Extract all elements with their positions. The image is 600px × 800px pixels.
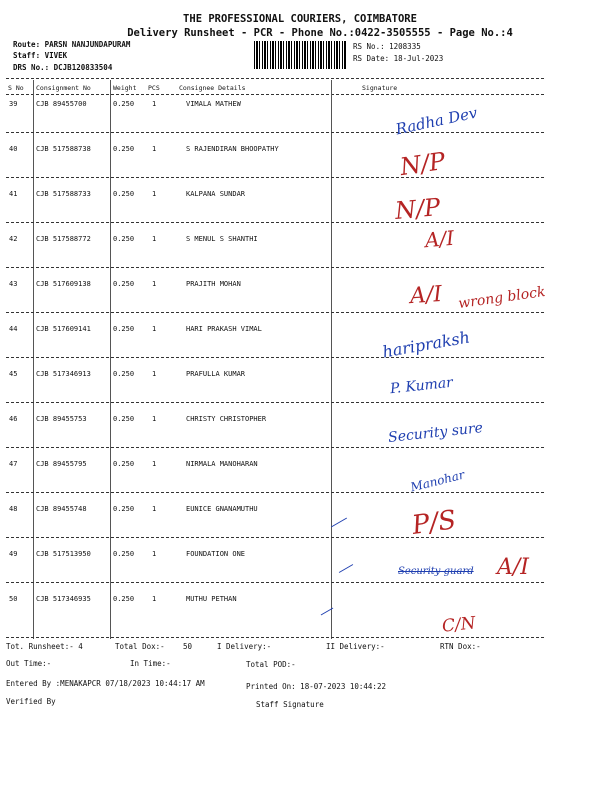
row-consignment: CJB 89455700 xyxy=(36,100,87,108)
row-weight: 0.250 xyxy=(113,235,135,243)
header-rule xyxy=(6,94,544,95)
col-divider xyxy=(33,80,34,639)
row-consignment: CJB 517609141 xyxy=(36,325,91,333)
row-sno: 39 xyxy=(9,100,18,108)
table-bottom-rule xyxy=(6,637,544,638)
row-consignment: CJB 517346935 xyxy=(36,595,91,603)
row-sno: 49 xyxy=(9,550,18,558)
signature-47: Manohar xyxy=(409,467,466,495)
cn-mark: C/N xyxy=(441,613,477,637)
np-mark-41: N/P xyxy=(393,193,442,225)
signature-44: haripraksh xyxy=(381,327,472,362)
out-time: Out Time:- xyxy=(6,659,52,668)
row-sno: 40 xyxy=(9,145,18,153)
row-sno: 48 xyxy=(9,505,18,513)
signature-46: Security sure xyxy=(387,420,484,446)
col-pcs: PCS xyxy=(148,84,160,92)
row-weight: 0.250 xyxy=(113,280,135,288)
row-sno: 47 xyxy=(9,460,18,468)
row-consignment: CJB 517513950 xyxy=(36,550,91,558)
row-consignment: CJB 89455753 xyxy=(36,415,87,423)
row-sno: 46 xyxy=(9,415,18,423)
route-label: Route: PARSN NANJUNDAPURAM xyxy=(13,40,131,49)
table-top-rule xyxy=(6,78,544,79)
row-consignment: CJB 89455748 xyxy=(36,505,87,513)
row-sno: 50 xyxy=(9,595,18,603)
col-consignment: Consignment No xyxy=(36,84,91,92)
row-consignment: CJB 517609138 xyxy=(36,280,91,288)
row-weight: 0.250 xyxy=(113,325,135,333)
row-weight: 0.250 xyxy=(113,145,135,153)
signature-39: Radha Dev xyxy=(394,103,479,139)
col-divider xyxy=(331,80,332,639)
rs-date: RS Date: 18-Jul-2023 xyxy=(353,54,444,63)
in-time: In Time:- xyxy=(130,659,171,668)
row-sno: 41 xyxy=(9,190,18,198)
row-weight: 0.250 xyxy=(113,505,135,513)
rtn-dox: RTN Dox:- xyxy=(440,642,481,651)
i-delivery: I Delivery:- xyxy=(217,642,272,651)
rs-number: RS No.: 1208335 xyxy=(353,42,421,51)
wrong-block-note: wrong block xyxy=(457,283,547,313)
document-subtitle: Delivery Runsheet - PCR - Phone No.:0422-3505555 - Page No.:4 xyxy=(127,27,513,39)
total-pod: Total POD:- xyxy=(246,660,296,669)
ai-mark-49: A/I xyxy=(497,555,529,580)
row-sno: 45 xyxy=(9,370,18,378)
col-consignee: Consignee Details xyxy=(179,84,246,92)
row-pcs: 1 xyxy=(152,370,157,378)
row-consignee: FOUNDATION ONE xyxy=(186,550,246,558)
row-pcs: 1 xyxy=(152,460,157,468)
verified-by: Verified By xyxy=(6,697,56,706)
row-rule xyxy=(6,447,544,448)
row-pcs: 1 xyxy=(152,595,157,603)
row-weight: 0.250 xyxy=(113,460,135,468)
row-pcs: 1 xyxy=(152,235,157,243)
tot-runsheet: Tot. Runsheet:- 4 xyxy=(6,642,83,651)
printed-on: Printed On: 18-07-2023 10:44:22 xyxy=(246,682,386,691)
ps-mark-48: P/S xyxy=(410,505,458,541)
row-pcs: 1 xyxy=(152,280,157,288)
row-consignment: CJB 517588738 xyxy=(36,145,91,153)
document-title: THE PROFESSIONAL COURIERS, COIMBATORE xyxy=(183,13,417,25)
row-rule xyxy=(6,267,544,268)
row-rule xyxy=(6,177,544,178)
row-weight: 0.250 xyxy=(113,100,135,108)
row-consignment: CJB 517588772 xyxy=(36,235,91,243)
row-sno: 43 xyxy=(9,280,18,288)
row-pcs: 1 xyxy=(152,325,157,333)
entered-by: Entered By :MENAKAPCR 07/18/2023 10:44:17 AM xyxy=(6,679,205,688)
row-pcs: 1 xyxy=(152,145,157,153)
staff-signature: Staff Signature xyxy=(256,700,324,709)
row-pcs: 1 xyxy=(152,190,157,198)
ai-mark-42: A/I xyxy=(424,225,456,253)
row-consignee: EUNICE GNANAMUTHU xyxy=(186,505,258,513)
row-consignee: CHRISTY CHRISTOPHER xyxy=(186,415,267,423)
row-consignee: KALPANA SUNDAR xyxy=(186,190,246,198)
row-weight: 0.250 xyxy=(113,370,135,378)
total-dox-label: Total Dox:- xyxy=(115,642,165,651)
col-weight: Weight xyxy=(113,84,137,92)
row-weight: 0.250 xyxy=(113,415,135,423)
row-consignee: S MENUL S SHANTHI xyxy=(186,235,258,243)
row-weight: 0.250 xyxy=(113,595,135,603)
row-sno: 44 xyxy=(9,325,18,333)
row-weight: 0.250 xyxy=(113,550,135,558)
col-sno: S No xyxy=(8,84,24,92)
np-mark-40: N/P xyxy=(398,146,447,182)
ii-delivery: II Delivery:- xyxy=(326,642,385,651)
row-consignee: NIRMALA MANOHARAN xyxy=(186,460,258,468)
row-consignment: CJB 517346913 xyxy=(36,370,91,378)
row-rule xyxy=(6,312,544,313)
row-consignee: MUTHU PETHAN xyxy=(186,595,237,603)
staff-label: Staff: VIVEK xyxy=(13,51,68,60)
row-consignment: CJB 89455795 xyxy=(36,460,87,468)
row-rule xyxy=(6,402,544,403)
col-signature: Signature xyxy=(362,84,398,92)
row-rule xyxy=(6,222,544,223)
barcode xyxy=(254,41,346,69)
drs-number: DRS No.: DCJB120833504 xyxy=(13,63,113,72)
row-consignment: CJB 517588733 xyxy=(36,190,91,198)
row-pcs: 1 xyxy=(152,505,157,513)
col-divider xyxy=(110,80,111,639)
ai-mark-43: A/I xyxy=(409,281,443,310)
total-dox-value: 50 xyxy=(183,642,193,651)
tick-mark xyxy=(339,564,353,573)
row-rule xyxy=(6,582,544,583)
row-pcs: 1 xyxy=(152,415,157,423)
row-rule xyxy=(6,537,544,538)
row-pcs: 1 xyxy=(152,550,157,558)
signature-45: P. Kumar xyxy=(389,374,454,398)
signature-49: Security guard xyxy=(398,566,474,577)
row-rule xyxy=(6,132,544,133)
row-weight: 0.250 xyxy=(113,190,135,198)
row-consignee: HARI PRAKASH VIMAL xyxy=(186,325,262,333)
row-rule xyxy=(6,492,544,493)
row-consignee: VIMALA MATHEW xyxy=(186,100,241,108)
row-consignee: PRAJITH MOHAN xyxy=(186,280,241,288)
row-sno: 42 xyxy=(9,235,18,243)
row-pcs: 1 xyxy=(152,100,157,108)
tick-mark xyxy=(331,518,347,528)
row-consignee: S RAJENDIRAN BHOOPATHY xyxy=(186,145,279,153)
row-rule xyxy=(6,357,544,358)
row-consignee: PRAFULLA KUMAR xyxy=(186,370,246,378)
